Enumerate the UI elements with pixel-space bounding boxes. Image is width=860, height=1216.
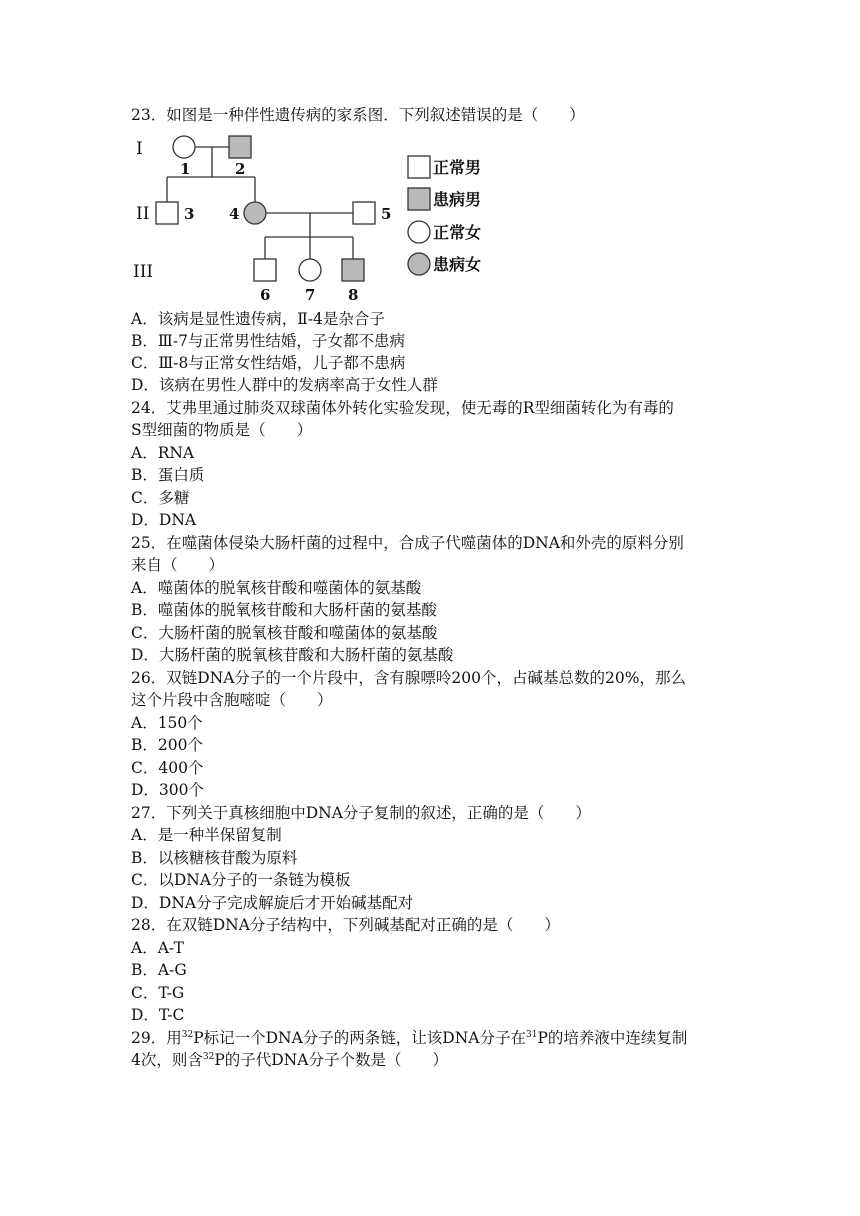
q29-text-4: 4次，则含: [131, 1051, 203, 1069]
question-25-option-d: D．大肠杆菌的脱氧核苷酸和大肠杆菌的氨基酸: [131, 646, 454, 664]
question-26-stem-line-1: 26．双链DNA分子的一个片段中，含有腺嘌呤200个，占碱基总数的20%，那么: [131, 669, 686, 687]
question-28-option-d: D．T-C: [131, 1006, 185, 1024]
individual-label-7: 7: [305, 286, 316, 304]
individual-label-8: 8: [348, 286, 359, 304]
question-23-option-d: D．该病在男性人群中的发病率高于女性人群: [131, 376, 438, 394]
question-23-option-c: C．Ⅲ-8与正常女性结婚，儿子都不患病: [131, 354, 406, 372]
question-27-option-c: C．以DNA分子的一条链为模板: [131, 871, 351, 889]
individual-label-5: 5: [381, 205, 392, 223]
question-26-stem-line-2: 这个片段中含胞嘧啶（ ）: [131, 691, 333, 709]
question-25-option-c: C．大肠杆菌的脱氧核苷酸和噬菌体的氨基酸: [131, 624, 438, 642]
question-25-stem-line-1: 25．在噬菌体侵染大肠杆菌的过程中，合成子代噬菌体的DNA和外壳的原料分别: [131, 534, 684, 552]
question-24-option-b: B．蛋白质: [131, 466, 205, 484]
question-29-stem-line-2: [131, 1049, 448, 1071]
individual-label-3: 3: [184, 205, 195, 223]
individual-2-affected-male: [229, 136, 251, 158]
question-25-stem-line-2: 来自（ ）: [131, 556, 225, 574]
question-28-option-b: B．A-G: [131, 961, 187, 979]
legend-label-normal-female: 正常女: [433, 223, 482, 242]
q29-text-5: P的子代DNA分子个数是（ ）: [214, 1051, 448, 1069]
q29-text-3: P的培养液中连续复制: [537, 1029, 688, 1047]
individual-label-2: 2: [235, 160, 246, 178]
individual-5-normal-male: [353, 202, 375, 224]
question-27-option-d: D．DNA分子完成解旋后才开始碱基配对: [131, 894, 414, 912]
legend-affected-female-symbol: [408, 253, 430, 275]
legend-label-affected-male: 患病男: [433, 190, 482, 209]
individual-label-1: 1: [180, 160, 191, 178]
pedigree-chart: [131, 130, 501, 308]
individual-7-normal-female: [299, 259, 321, 281]
question-28-option-c: C．T-G: [131, 984, 185, 1002]
individual-6-normal-male: [254, 259, 276, 281]
q29-isotope-superscript-3: 32: [202, 1052, 215, 1062]
legend-label-normal-male: 正常男: [433, 158, 482, 177]
question-24-option-d: D．DNA: [131, 511, 197, 529]
question-25-option-b: B．噬菌体的脱氧核苷酸和大肠杆菌的氨基酸: [131, 601, 437, 619]
legend-label-affected-female: 患病女: [433, 255, 482, 274]
individual-4-affected-female: [244, 202, 266, 224]
question-26-option-c: C．400个: [131, 759, 204, 777]
legend-normal-female-symbol: [408, 221, 430, 243]
legend-normal-male-symbol: [408, 156, 430, 178]
question-26-option-a: A．150个: [131, 714, 203, 732]
question-23-stem: 23．如图是一种伴性遗传病的家系图．下列叙述错误的是（ ）: [131, 106, 585, 124]
question-27-stem: 27．下列关于真核细胞中DNA分子复制的叙述，正确的是（ ）: [131, 804, 591, 822]
question-26-option-d: D．300个: [131, 781, 205, 799]
question-28-option-a: A．A-T: [131, 939, 184, 957]
question-24-stem-line-1: 24．艾弗里通过肺炎双球菌体外转化实验发现，使无毒的R型细菌转化为有毒的: [131, 399, 674, 417]
individual-label-6: 6: [260, 286, 271, 304]
q29-isotope-superscript-2: 31: [526, 1030, 538, 1040]
q29-isotope-superscript-1: 32: [181, 1030, 194, 1040]
question-24-stem-line-2: S型细菌的物质是（ ）: [131, 421, 313, 439]
individual-8-affected-male: [342, 259, 364, 281]
legend-affected-male-symbol: [408, 188, 430, 210]
individual-1-normal-female: [173, 136, 195, 158]
q29-text-2: P标记一个DNA分子的两条链，让该DNA分子在: [193, 1029, 526, 1047]
question-27-option-b: B．以核糖核苷酸为原料: [131, 849, 298, 867]
generation-label-1: I: [136, 139, 143, 159]
question-23-option-b: B．Ⅲ-7与正常男性结婚，子女都不患病: [131, 332, 405, 350]
question-24-option-a: A．RNA: [131, 444, 195, 462]
individual-3-normal-male: [156, 202, 178, 224]
question-29-stem-line-1: [131, 1027, 687, 1049]
question-27-option-a: A．是一种半保留复制: [131, 826, 282, 844]
generation-label-3: III: [133, 262, 154, 282]
individual-label-4: 4: [229, 205, 240, 223]
question-26-option-b: B．200个: [131, 736, 203, 754]
question-25-option-a: A．噬菌体的脱氧核苷酸和噬菌体的氨基酸: [131, 579, 422, 597]
generation-label-2: II: [136, 204, 150, 224]
q29-text-1: 29．用: [131, 1029, 182, 1047]
question-24-option-c: C．多糖: [131, 489, 190, 507]
question-28-stem: 28．在双链DNA分子结构中，下列碱基配对正确的是（ ）: [131, 916, 560, 934]
question-23-option-a: A．该病是显性遗传病，Ⅱ-4是杂合子: [131, 310, 385, 328]
